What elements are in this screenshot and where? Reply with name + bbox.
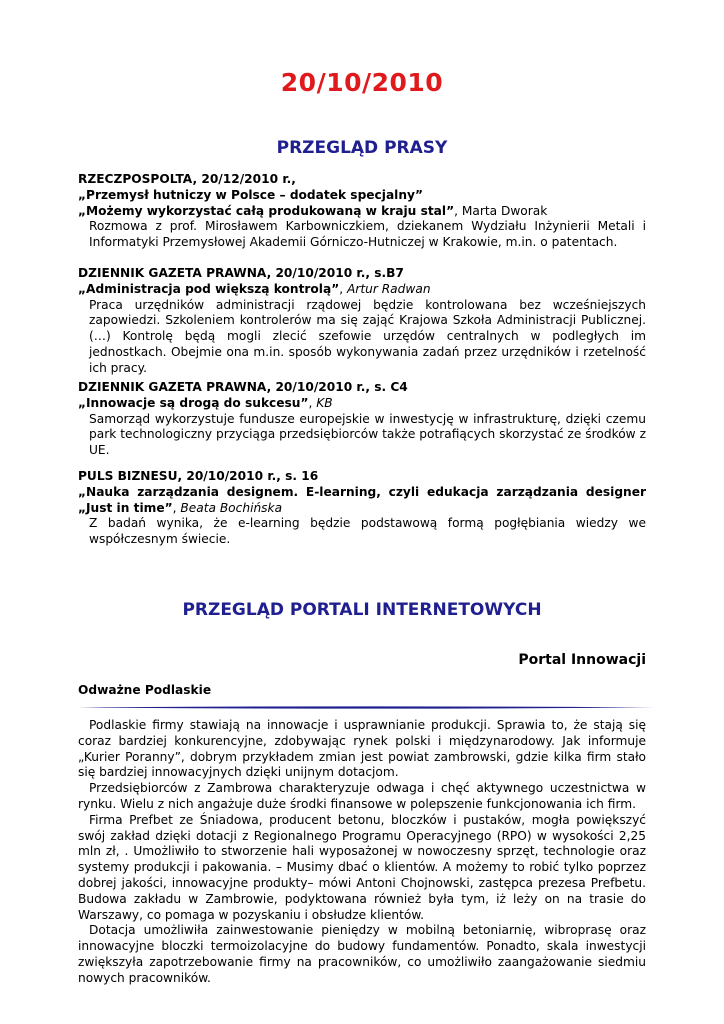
press-entry: [78, 380, 646, 459]
press-author: KB: [316, 395, 333, 410]
press-author: Marta Dworak: [461, 203, 548, 218]
press-entry: [78, 172, 646, 251]
document-date: 20/10/2010: [280, 68, 444, 97]
press-source: RZECZPOSPOLTA, 20/12/2010 r.,: [78, 172, 296, 186]
portals-review-heading: PRZEGLĄD PORTALI INTERNETOWYCH: [182, 600, 542, 620]
press-entry: [78, 266, 646, 377]
press-title: „Nauka zarządzania designem. E-learning, czyli edukacja zarządzania designer „Just in time”: [78, 484, 646, 515]
press-summary: Samorząd wykorzystuje fundusze europejskie w inwestycję w infrastrukturę, dzięki czemu park technologiczny przyciąga przedsiębiorców także potrafiących skorzystać ze środków z UE.: [89, 411, 646, 458]
press-author: Artur Radwan: [346, 281, 431, 296]
decorative-rule: [78, 705, 654, 710]
press-author: Beata Bochińska: [180, 500, 283, 515]
press-summary: Rozmowa z prof. Mirosławem Karbowniczkiem, dziekanem Wydziału Inżynierii Metali i Informatyki Przemysłowej Akademii Górniczo-Hutniczej w Krakowie, m.in. o patentach.: [89, 219, 646, 250]
press-summary: Z badań wynika, że e-learning będzie podstawową formą pogłębiania wiedzy we współczesnym świecie.: [89, 516, 646, 547]
press-title: „Innowacje są drogą do sukcesu”: [78, 395, 309, 410]
press-source: DZIENNIK GAZETA PRAWNA, 20/10/2010 r., s. C4: [78, 380, 408, 394]
press-title-row: „Administracja pod większą kontrolą”, Artur Radwan: [78, 281, 431, 296]
article-paragraph: Firma Prefbet ze Śniadowa, producent betonu, bloczków i pustaków, mogła powiększyć swój zakład dzięki dotacji z Regionalnego Programu Operacyjnego (RPO) w wysokości 2,25 mln zł, . Umożliwiło to stworzenie hali wyposażonej w nowoczesny sprzęt, technologie oraz systemy produkcji i pakowania. – Musimy dbać o klientów. A możemy to robić tylko poprzez dobrej jakości, innowacyjne produkty– mówi Antoni Chojnowski, zastępca prezesa Prefbetu. Budowa zakładu w Zambrowie, podyktowana również była tym, iż leży on na trasie do Warszawy, co pomaga w pozyskaniu i obsłudze klientów.: [78, 812, 646, 922]
article-paragraph: Przedsiębiorców z Zambrowa charakteryzuje odwaga i chęć aktywnego uczestnictwa w rynku. Wielu z nich angażuje duże środki finansowe w polepszenie funkcjonowania ich firm.: [78, 781, 646, 811]
article-body: [78, 718, 646, 987]
press-title-line: „Przemysł hutniczy w Polsce – dodatek specjalny”: [78, 187, 423, 202]
press-title-row: „Możemy wykorzystać całą produkowaną w kraju stal”, Marta Dworak: [78, 203, 548, 218]
portal-name: Portal Innowacji: [518, 652, 646, 668]
press-title-row: „Nauka zarządzania designem. E-learning, czyli edukacja zarządzania designer „Just in time”, Beata Bochińska: [78, 484, 646, 515]
press-entry: [78, 469, 646, 548]
press-title: „Administracja pod większą kontrolą”: [78, 281, 340, 296]
article-paragraph: Podlaskie firmy stawiają na innowacje i usprawnianie produkcji. Sprawia to, że stają się coraz bardziej konkurencyjne, zdobywając rynek polski i międzynarodowy. Jak informuje „Kurier Poranny”, dobrym przykładem zmian jest powiat zambrowski, gdzie kilka firm stało się bardziej innowacyjnych dzięki unijnym dotacjom.: [78, 718, 646, 780]
press-title: „Możemy wykorzystać całą produkowaną w kraju stal”: [78, 203, 455, 218]
press-review-heading: PRZEGLĄD PRASY: [276, 138, 448, 158]
article-paragraph: Dotacja umożliwiła zainwestowanie pieniędzy w mobilną betoniarnię, wibroprasę oraz innowacyjne bloczki termoizolacyjne do budowy fundamentów. Ponadto, skala inwestycji zwiększyła zapotrzebowanie firmy na pracowników, co umożliwiło zaangażowanie siedmiu nowych pracowników.: [78, 923, 646, 985]
press-title-row: „Innowacje są drogą do sukcesu”, KB: [78, 395, 333, 410]
press-source: PULS BIZNESU, 20/10/2010 r., s. 16: [78, 469, 319, 483]
article-title: Odważne Podlaskie: [78, 683, 212, 697]
press-summary: Praca urzędników administracji rządowej będzie kontrolowana bez wcześniejszych zapowiedzi. Szkoleniem kontrolerów ma się zająć Krajowa Szkoła Administracji Publicznej. (…) Kontrolę będą mogli zlecić szefowie urzędów centralnych w podległych im jednostkach. Obejmie ona m.in. sposób wykonywania zadań przez urzędników i rzetelność ich pracy.: [89, 297, 646, 375]
press-source: DZIENNIK GAZETA PRAWNA, 20/10/2010 r., s.B7: [78, 266, 404, 280]
